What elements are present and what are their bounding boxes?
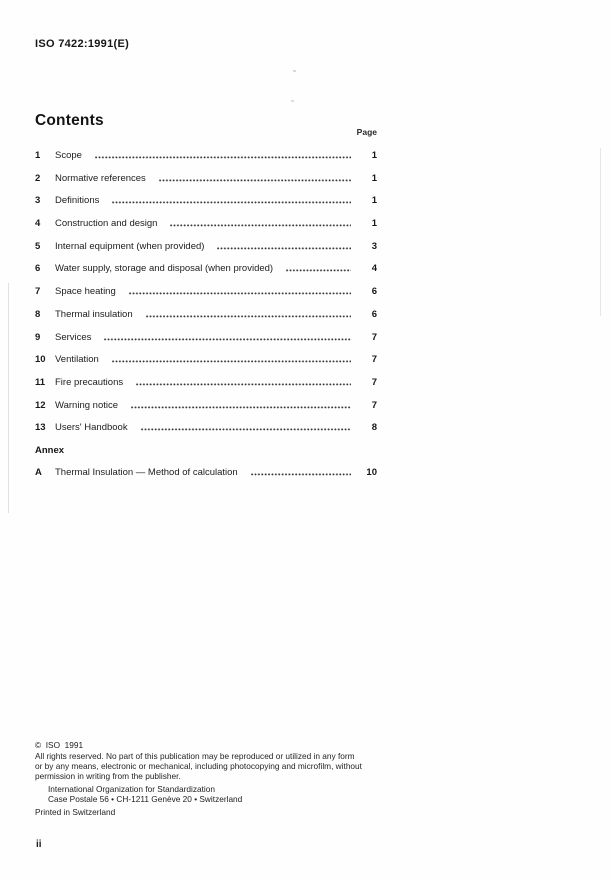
- publisher-address-line: International Organization for Standardization: [48, 784, 215, 794]
- toc-entry-page: 7: [371, 354, 377, 366]
- dot-leader: [129, 292, 351, 295]
- publisher-address-line: Case Postale 56 • CH-1211 Genève 20 • Switzerland: [48, 794, 243, 804]
- dot-leader: [104, 338, 351, 341]
- toc-entry: [35, 309, 377, 320]
- toc-entry: [35, 422, 377, 433]
- publisher-address: [48, 784, 415, 804]
- toc-entry-page: 3: [371, 240, 377, 252]
- toc-entry-title: Fire precautions: [55, 376, 124, 388]
- toc-entry-number: 7: [35, 286, 41, 298]
- scan-artifact-right-line: [600, 148, 601, 316]
- toc-entry-title: Internal equipment (when provided): [55, 240, 205, 252]
- toc-entry-page: 7: [371, 376, 377, 388]
- page-column-label: Page: [356, 127, 377, 137]
- dot-leader: [131, 406, 351, 409]
- toc-entry-title: Services: [55, 331, 92, 343]
- copyright-text-line: permission in writing from the publisher.: [35, 771, 181, 781]
- toc-entry-number: 8: [35, 308, 41, 320]
- toc-entry-page: 4: [371, 263, 377, 275]
- annex-list: [35, 467, 377, 478]
- document-reference-header: ISO 7422:1991(E): [35, 38, 130, 50]
- toc-entry-title: Normative references: [55, 172, 146, 184]
- toc-entry-title: Scope: [55, 150, 82, 161]
- contents-section: [35, 112, 377, 490]
- annex-heading: Annex: [35, 444, 65, 456]
- toc-entry-page: 7: [371, 331, 377, 343]
- toc-entry-page: 6: [371, 308, 377, 320]
- toc-list: [35, 150, 377, 433]
- toc-entry-page: 10: [366, 466, 377, 478]
- toc-entry-page: 1: [371, 218, 377, 230]
- toc-entry-page: 1: [371, 150, 377, 161]
- toc-entry: [35, 218, 377, 229]
- toc-entry-number: 10: [35, 354, 46, 366]
- toc-entry: [35, 377, 377, 388]
- dot-leader: [286, 269, 351, 272]
- copyright-text-line: All rights reserved. No part of this publication may be reproduced or utilized in any form: [35, 751, 355, 761]
- toc-entry: [35, 241, 377, 252]
- printed-in-line: Printed in Switzerland: [35, 807, 116, 817]
- toc-entry-number: 11: [35, 376, 46, 388]
- dot-leader: [112, 360, 351, 363]
- toc-entry-title: Space heating: [55, 286, 116, 298]
- toc-entry: [35, 195, 377, 206]
- dot-leader: [141, 428, 351, 431]
- toc-entry-number: 12: [35, 399, 46, 411]
- toc-entry-title: Warning notice: [55, 399, 119, 411]
- dot-leader: [217, 247, 351, 250]
- toc-entry: [35, 286, 377, 297]
- toc-entry-title: Thermal insulation: [55, 308, 133, 320]
- contents-title: Contents: [35, 112, 104, 129]
- dot-leader: [159, 179, 351, 182]
- toc-entry: [35, 400, 377, 411]
- dot-leader: [251, 473, 351, 476]
- toc-entry-title: Water supply, storage and disposal (when provided): [55, 263, 274, 275]
- toc-entry-page: 8: [371, 422, 377, 434]
- toc-entry-number: 9: [35, 331, 41, 343]
- dot-leader: [112, 201, 351, 204]
- toc-entry-title: Construction and design: [55, 218, 158, 230]
- scan-artifact-speck: [291, 100, 294, 102]
- toc-entry-number: 2: [35, 172, 41, 184]
- toc-entry-number: 1: [35, 150, 41, 161]
- toc-entry-title: Users' Handbook: [55, 422, 128, 434]
- toc-entry-title: Ventilation: [55, 354, 99, 366]
- toc-entry: [35, 332, 377, 343]
- dot-leader: [170, 224, 351, 227]
- toc-entry: [35, 150, 377, 161]
- copyright-notice: © ISO 1991: [35, 740, 84, 750]
- toc-entry-number: 6: [35, 263, 41, 275]
- dot-leader: [95, 156, 351, 159]
- dot-leader: [136, 383, 351, 386]
- scan-artifact-left-line: [8, 283, 9, 513]
- toc-entry: [35, 173, 377, 184]
- toc-entry: [35, 263, 377, 274]
- toc-entry-number: 3: [35, 195, 41, 207]
- toc-entry-title: Definitions: [55, 195, 100, 207]
- toc-entry-number: 4: [35, 218, 41, 230]
- toc-entry-number: 13: [35, 422, 46, 434]
- toc-entry-page: 1: [371, 195, 377, 207]
- toc-entry-title: Thermal Insulation — Method of calculation: [55, 466, 238, 478]
- copyright-footer: [35, 740, 415, 817]
- dot-leader: [146, 315, 351, 318]
- scan-artifact-speck: [293, 70, 296, 72]
- toc-entry: [35, 467, 377, 478]
- toc-entry-number: 5: [35, 240, 41, 252]
- toc-entry: [35, 354, 377, 365]
- toc-entry-number: A: [35, 466, 42, 478]
- toc-entry-page: 6: [371, 286, 377, 298]
- toc-entry-page: 7: [371, 399, 377, 411]
- toc-entry-page: 1: [371, 172, 377, 184]
- copyright-text-line: or by any means, electronic or mechanical, including photocopying and microfilm, without: [35, 761, 362, 771]
- page-folio-number: ii: [36, 839, 42, 850]
- rights-statement: [35, 751, 415, 781]
